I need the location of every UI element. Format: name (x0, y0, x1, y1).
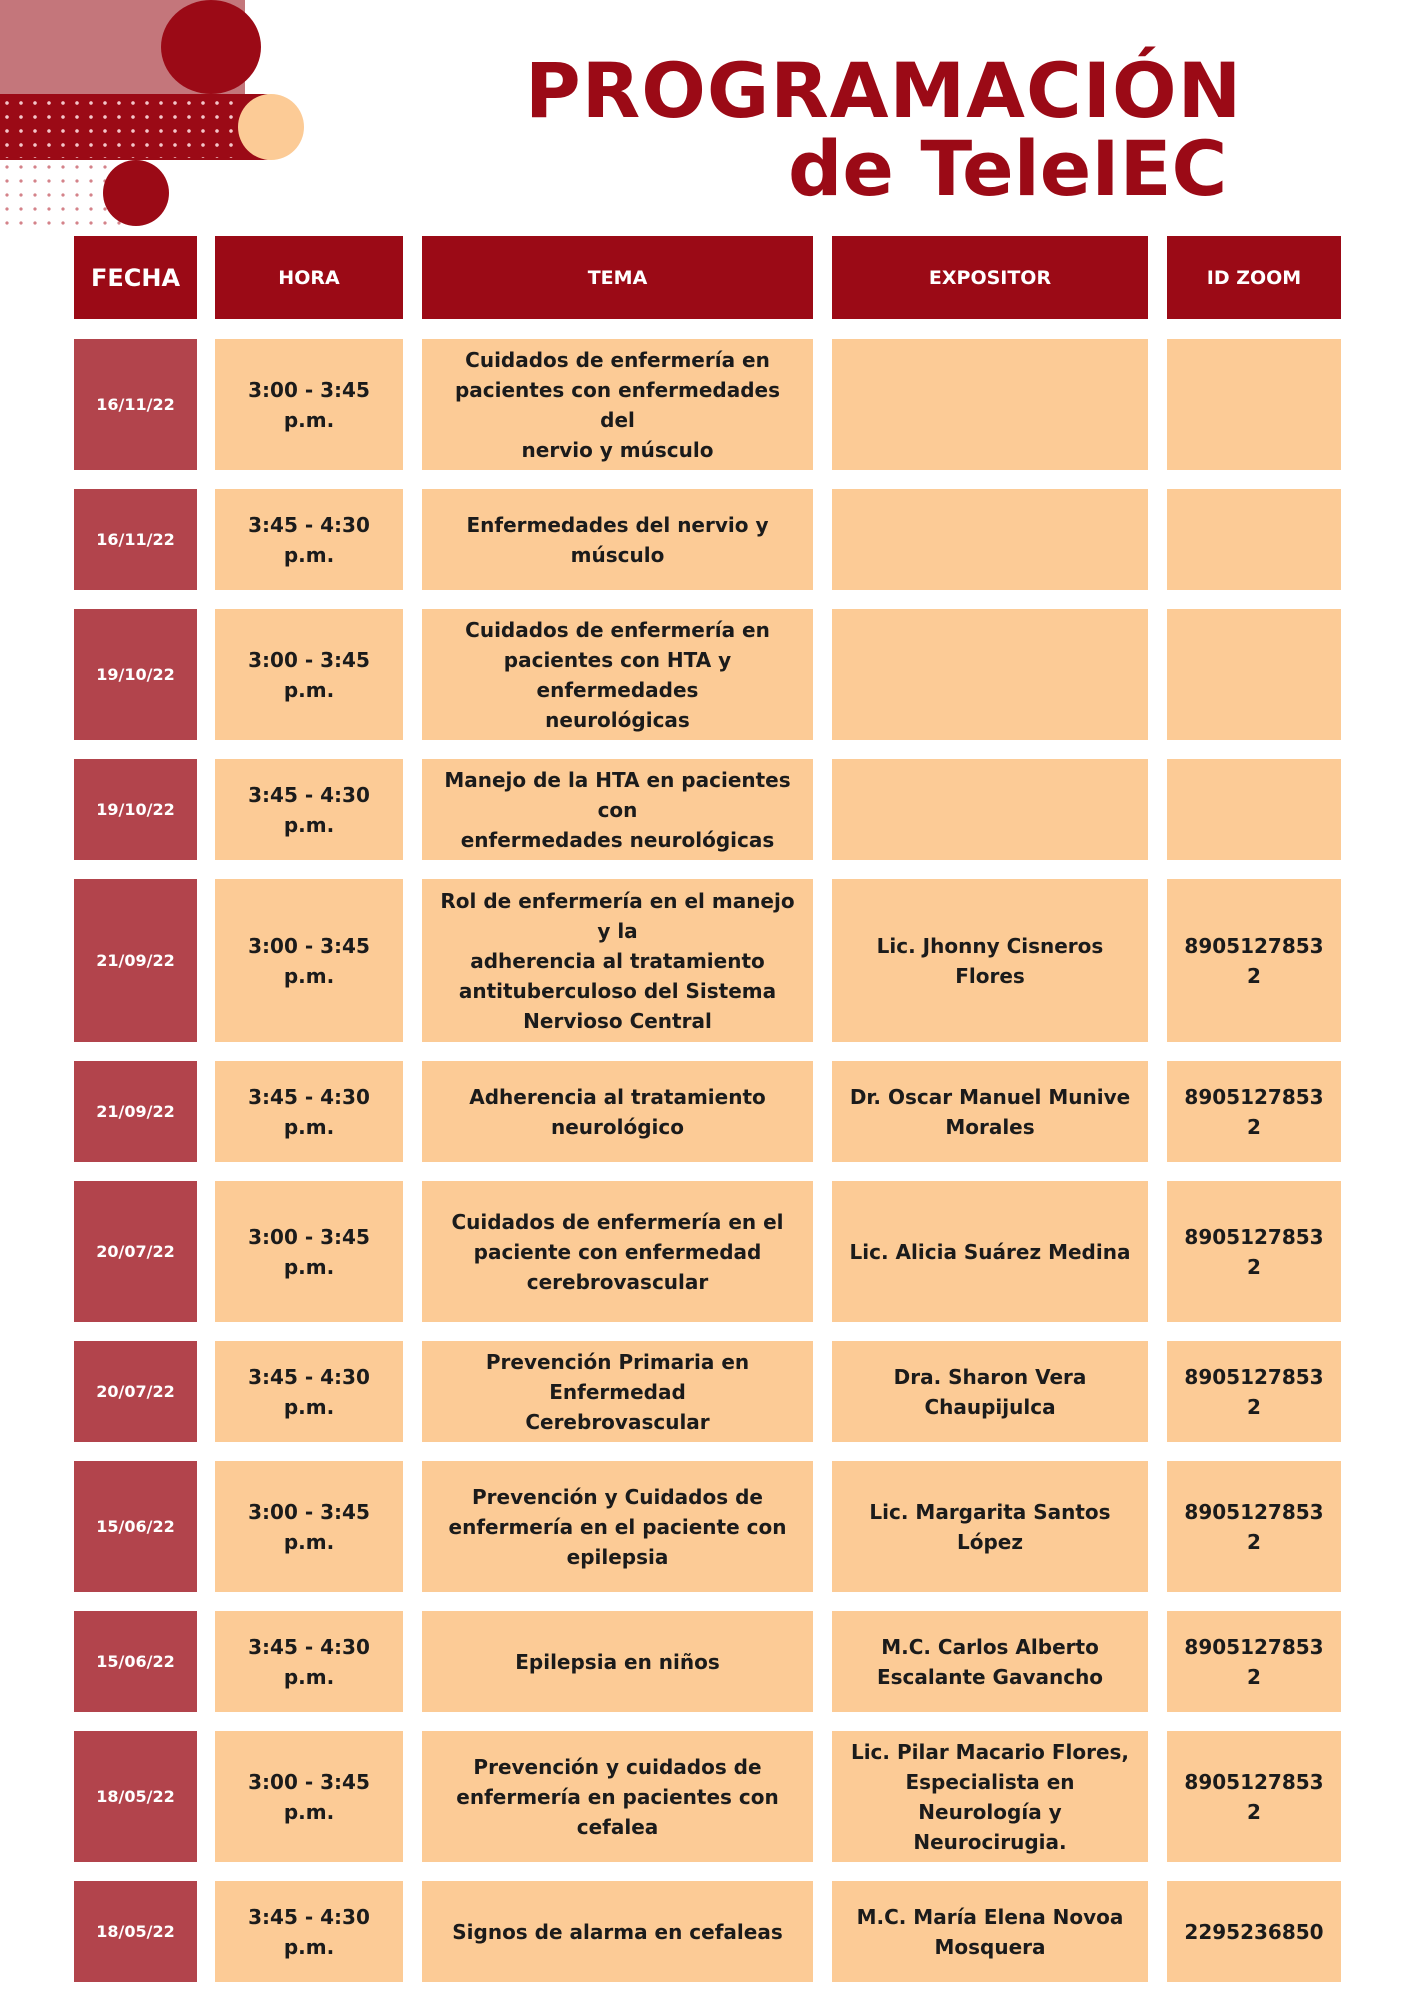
cell-expositor: Dra. Sharon Vera Chaupijulca (832, 1341, 1148, 1442)
title-line-1: PROGRAMACIÓN (525, 46, 1243, 135)
cell-fecha: 21/09/22 (74, 879, 197, 1042)
cell-expositor (832, 759, 1148, 860)
cell-hora: 3:00 - 3:45 p.m. (215, 1731, 403, 1862)
cell-tema: Cuidados de enfermería en pacientes con HTA y enfermedades neurológicas (422, 609, 813, 740)
cell-zoom (1167, 609, 1341, 740)
cell-tema: Cuidados de enfermería en pacientes con enfermedades del nervio y músculo (422, 339, 813, 470)
decor-peach-circle (238, 94, 304, 160)
cell-hora: 3:45 - 4:30 p.m. (215, 759, 403, 860)
cell-fecha: 19/10/22 (74, 609, 197, 740)
decor-dot-pattern (0, 96, 240, 158)
cell-expositor (832, 339, 1148, 470)
cell-hora: 3:00 - 3:45 p.m. (215, 1181, 403, 1322)
cell-zoom (1167, 339, 1341, 470)
cell-expositor (832, 609, 1148, 740)
cell-tema: Prevención Primaria en Enfermedad Cerebrovascular (422, 1341, 813, 1442)
cell-hora: 3:00 - 3:45 p.m. (215, 339, 403, 470)
header-zoom: ID ZOOM (1167, 236, 1341, 319)
cell-expositor: M.C. María Elena Novoa Mosquera (832, 1881, 1148, 1982)
cell-tema: Manejo de la HTA en pacientes con enfermedades neurológicas (422, 759, 813, 860)
cell-zoom (1167, 489, 1341, 590)
cell-zoom: 8905127853 2 (1167, 1061, 1341, 1162)
header-hora: HORA (215, 236, 403, 319)
cell-expositor: Dr. Oscar Manuel Munive Morales (832, 1061, 1148, 1162)
cell-expositor: Lic. Pilar Macario Flores, Especialista en Neurología y Neurocirugia. (832, 1731, 1148, 1862)
cell-zoom: 8905127853 2 (1167, 1341, 1341, 1442)
cell-tema: Prevención y cuidados de enfermería en pacientes con cefalea (422, 1731, 813, 1862)
cell-fecha: 15/06/22 (74, 1461, 197, 1592)
header-expositor: EXPOSITOR (832, 236, 1148, 319)
cell-tema: Adherencia al tratamiento neurológico (422, 1061, 813, 1162)
cell-tema: Cuidados de enfermería en el paciente con enfermedad cerebrovascular (422, 1181, 813, 1322)
cell-expositor: Lic. Jhonny Cisneros Flores (832, 879, 1148, 1042)
cell-fecha: 18/05/22 (74, 1881, 197, 1982)
title-line-2: de TeleIEC (788, 124, 1228, 213)
cell-fecha: 16/11/22 (74, 489, 197, 590)
cell-fecha: 20/07/22 (74, 1341, 197, 1442)
cell-hora: 3:45 - 4:30 p.m. (215, 1881, 403, 1982)
cell-zoom (1167, 759, 1341, 860)
cell-expositor: Lic. Margarita Santos López (832, 1461, 1148, 1592)
cell-expositor: M.C. Carlos Alberto Escalante Gavancho (832, 1611, 1148, 1712)
cell-hora: 3:45 - 4:30 p.m. (215, 1061, 403, 1162)
cell-hora: 3:45 - 4:30 p.m. (215, 489, 403, 590)
decor-red-circle-large (161, 0, 261, 94)
cell-fecha: 16/11/22 (74, 339, 197, 470)
cell-tema: Signos de alarma en cefaleas (422, 1881, 813, 1982)
cell-zoom: 8905127853 2 (1167, 879, 1341, 1042)
cell-fecha: 21/09/22 (74, 1061, 197, 1162)
cell-expositor (832, 489, 1148, 590)
header-fecha: FECHA (74, 236, 197, 319)
cell-tema: Epilepsia en niños (422, 1611, 813, 1712)
header-tema: TEMA (422, 236, 813, 319)
cell-hora: 3:45 - 4:30 p.m. (215, 1341, 403, 1442)
cell-zoom: 8905127853 2 (1167, 1461, 1341, 1592)
cell-zoom: 8905127853 2 (1167, 1611, 1341, 1712)
decor-red-circle-small (103, 160, 169, 226)
cell-zoom: 8905127853 2 (1167, 1731, 1341, 1862)
cell-fecha: 20/07/22 (74, 1181, 197, 1322)
cell-zoom: 2295236850 (1167, 1881, 1341, 1982)
cell-fecha: 15/06/22 (74, 1611, 197, 1712)
cell-tema: Prevención y Cuidados de enfermería en el paciente con epilepsia (422, 1461, 813, 1592)
cell-hora: 3:00 - 3:45 p.m. (215, 1461, 403, 1592)
cell-fecha: 18/05/22 (74, 1731, 197, 1862)
cell-hora: 3:00 - 3:45 p.m. (215, 879, 403, 1042)
cell-tema: Rol de enfermería en el manejo y la adherencia al tratamiento antituberculoso del Sistema Nervioso Central (422, 879, 813, 1042)
cell-tema: Enfermedades del nervio y músculo (422, 489, 813, 590)
cell-zoom: 8905127853 2 (1167, 1181, 1341, 1322)
cell-hora: 3:00 - 3:45 p.m. (215, 609, 403, 740)
cell-hora: 3:45 - 4:30 p.m. (215, 1611, 403, 1712)
cell-fecha: 19/10/22 (74, 759, 197, 860)
cell-expositor: Lic. Alicia Suárez Medina (832, 1181, 1148, 1322)
